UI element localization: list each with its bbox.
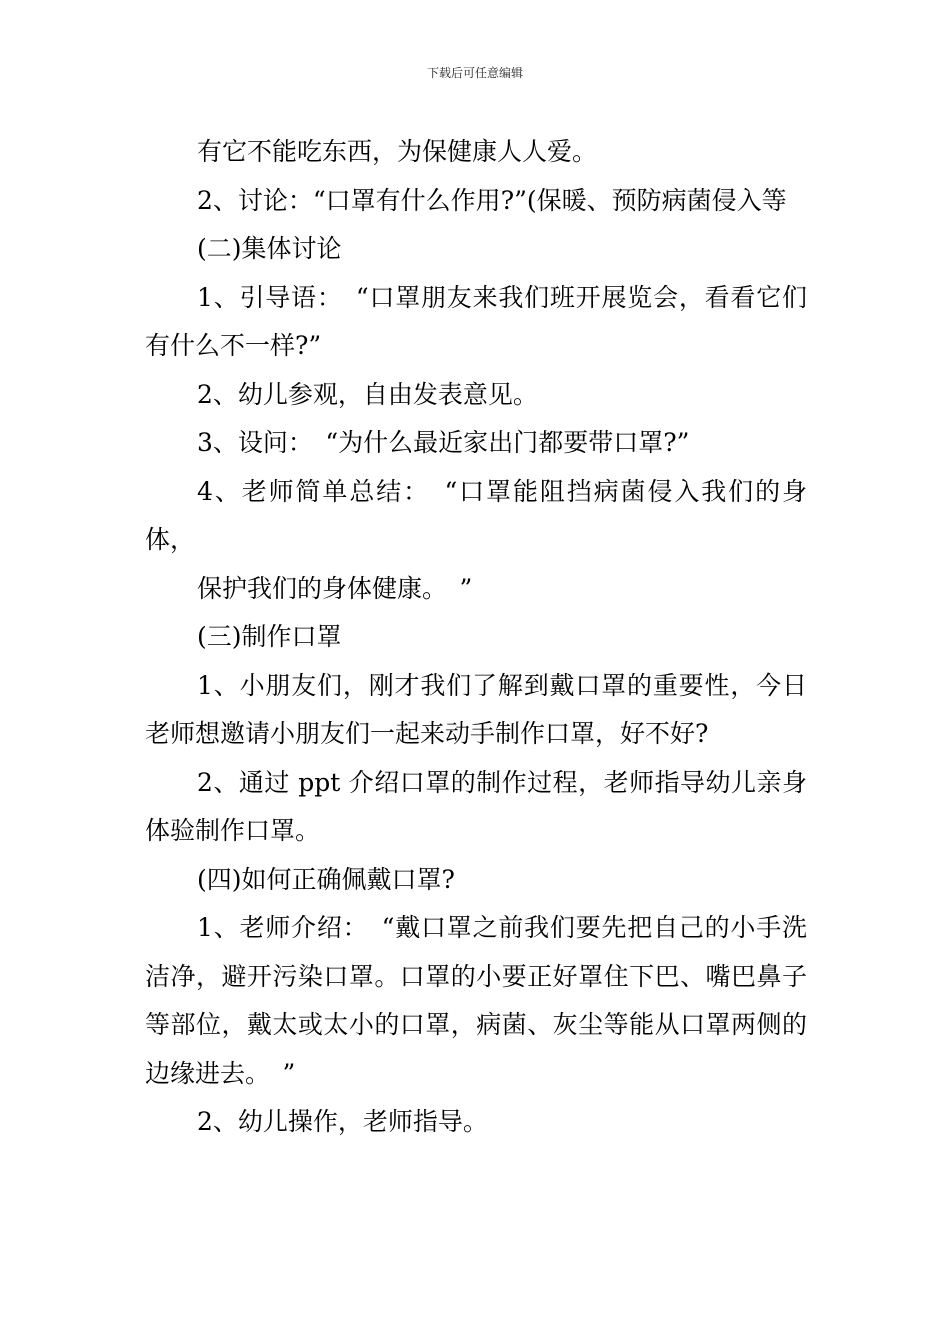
paragraph-7: 保护我们的身体健康。 ” (197, 573, 473, 603)
page-header-note: 下载后可任意编辑 (426, 66, 523, 80)
paragraph-1: 有它不能吃东西，为保健康人人爱。 (197, 137, 598, 166)
paragraph-2: 2、讨论：“口罩有什么作用?”(保暖、预防病菌侵入等 (197, 185, 787, 215)
section-heading-2: (二)集体讨论 (197, 234, 342, 263)
paragraph-11: 2、幼儿操作，老师指导。 (197, 1107, 488, 1136)
paragraph-6: 4、老师简单总结： “口罩能阻挡病菌侵入我们的身体， (145, 476, 807, 554)
paragraph-9: 2、通过 ppt 介绍口罩的制作过程，老师指导幼儿亲身体验制作口罩。 (145, 767, 807, 845)
paragraph-10: 1、老师介绍： “戴口罩之前我们要先把自己的小手洗洁净，避开污染口罩。口罩的小要正好罩住下巴、嘴巴鼻子等部位，戴太或太小的口罩，病菌、灰尘等能从口罩两侧的边缘进去。 ” (145, 913, 807, 1088)
paragraph-4: 2、幼儿参观，自由发表意见。 (197, 379, 538, 409)
paragraph-5: 3、设问： “为什么最近家出门都要带口罩?” (197, 428, 690, 457)
paragraph-8: 1、小朋友们，刚才我们了解到戴口罩的重要性，今日老师想邀请小朋友们一起来动手制作口罩，好不好? (145, 670, 807, 748)
section-heading-4: (四)如何正确佩戴口罩? (197, 864, 455, 894)
document-body (145, 128, 807, 1147)
paragraph-3: 1、引导语： “口罩朋友来我们班开展览会，看看它们有什么不一样?” (145, 282, 807, 360)
section-heading-3: (三)制作口罩 (197, 622, 342, 651)
